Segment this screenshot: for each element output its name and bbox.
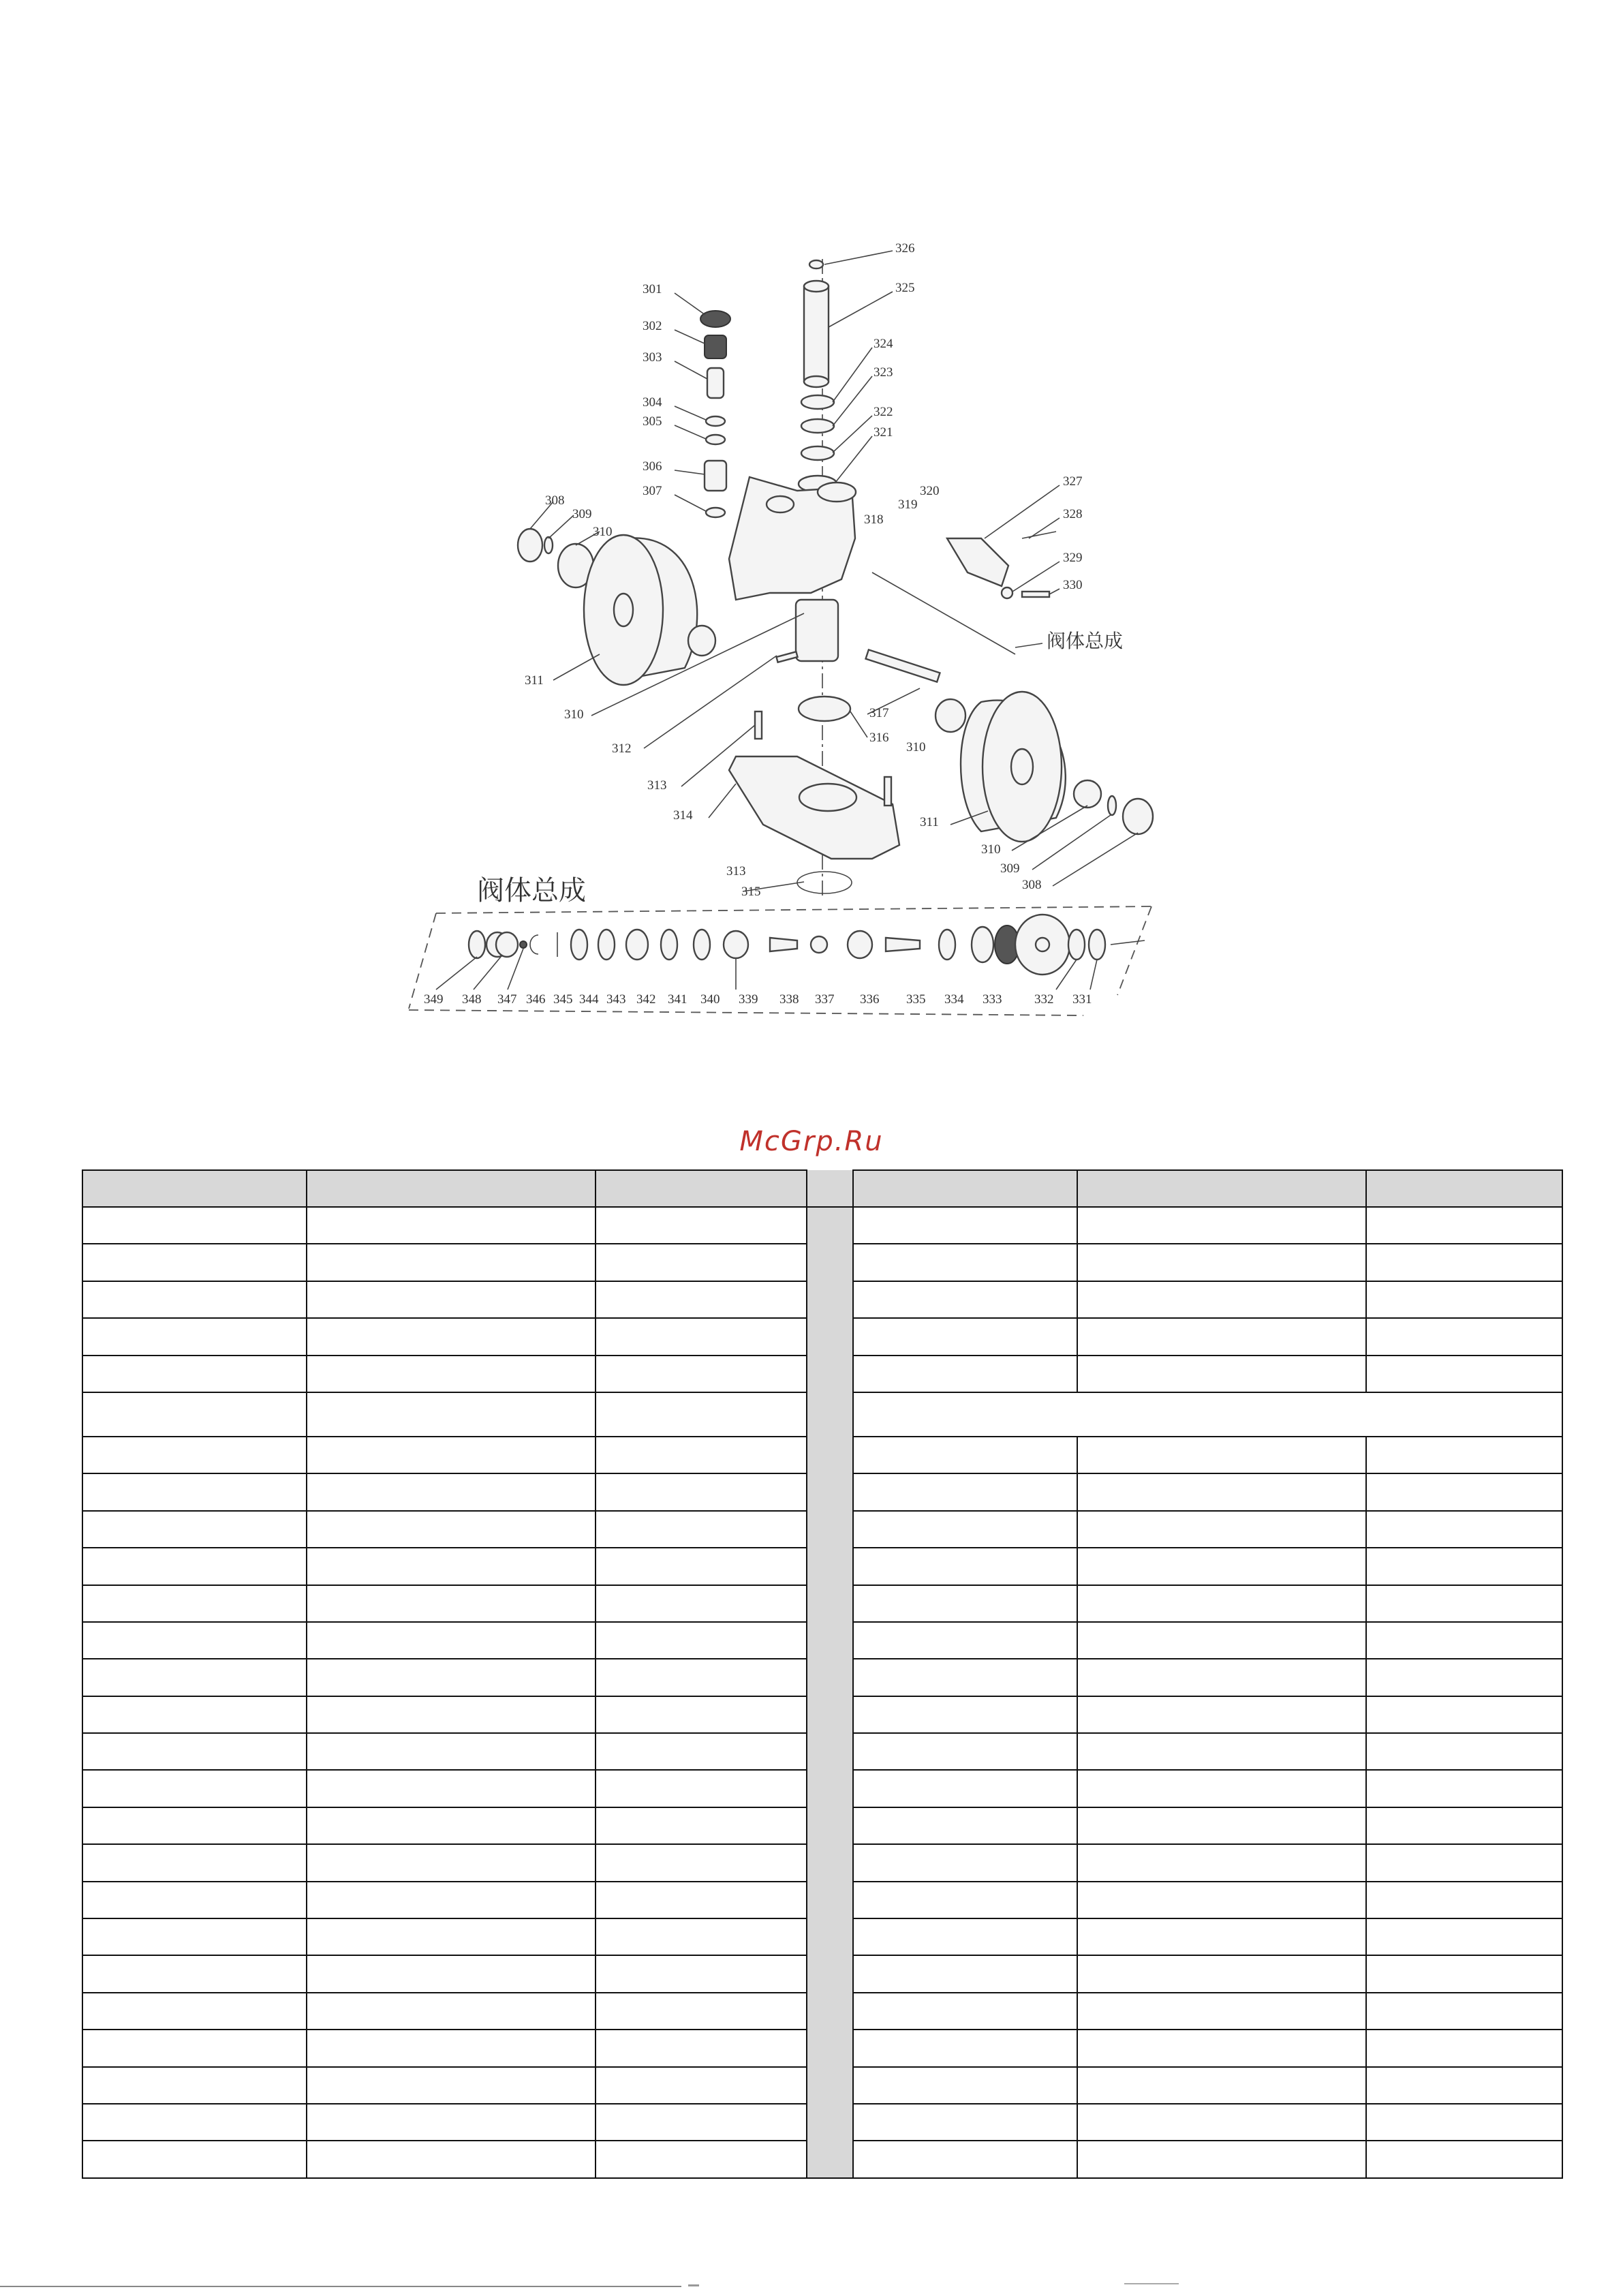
table-cell xyxy=(82,2067,307,2104)
table-cell xyxy=(853,1993,1077,2030)
table-cell xyxy=(82,1955,307,1992)
table-cell xyxy=(82,1437,307,1473)
section-band xyxy=(853,1392,1562,1437)
callout-348: 348 xyxy=(462,992,482,1007)
table-cell xyxy=(1366,1993,1562,2030)
callout-329: 329 xyxy=(1063,551,1083,565)
table-cell xyxy=(1366,1807,1562,1844)
table-cell xyxy=(1366,1548,1562,1585)
table-cell xyxy=(853,1548,1077,1585)
table-cell xyxy=(596,1622,807,1659)
table-cell xyxy=(307,1955,596,1992)
table-cell xyxy=(307,1882,596,1918)
table-cell xyxy=(307,1770,596,1807)
table-cell xyxy=(853,2067,1077,2104)
table-cell xyxy=(596,1511,807,1548)
table-cell xyxy=(307,1281,596,1318)
table-cell xyxy=(1366,1473,1562,1510)
header-cell xyxy=(82,1170,307,1207)
callout-345: 345 xyxy=(553,992,573,1007)
callout-309: 309 xyxy=(572,507,592,521)
callout-305: 305 xyxy=(643,414,662,429)
table-cell xyxy=(596,1993,807,2030)
callout-315: 315 xyxy=(741,885,761,899)
table-cell xyxy=(82,1281,307,1318)
table-cell xyxy=(1077,1807,1366,1844)
callout-349: 349 xyxy=(424,992,444,1007)
table-cell xyxy=(82,1807,307,1844)
piston-rod-part xyxy=(804,260,829,387)
callout-308b: 308 xyxy=(1022,878,1042,892)
table-cell xyxy=(853,2141,1077,2177)
table-cell xyxy=(82,1473,307,1510)
table-cell xyxy=(853,1318,1077,1355)
table-cell xyxy=(82,1844,307,1881)
table-cell xyxy=(1366,1918,1562,1955)
table-cell xyxy=(853,1585,1077,1622)
table-cell xyxy=(1366,1696,1562,1733)
table-cell xyxy=(1366,1844,1562,1881)
table-cell xyxy=(1366,2104,1562,2141)
callout-333: 333 xyxy=(983,992,1002,1007)
table-cell xyxy=(1366,1511,1562,1548)
table-cell xyxy=(82,1585,307,1622)
valve-callout-labels xyxy=(424,949,1097,1007)
table-cell xyxy=(853,1437,1077,1473)
table-cell xyxy=(596,1807,807,1844)
table-cell xyxy=(307,1585,596,1622)
table-cell xyxy=(82,1244,307,1281)
table-cell xyxy=(853,1244,1077,1281)
callout-309b: 309 xyxy=(1000,861,1020,876)
table-cell xyxy=(307,1733,596,1770)
callout-327: 327 xyxy=(1063,474,1083,489)
table-cell xyxy=(1077,1955,1366,1992)
callout-346: 346 xyxy=(526,992,546,1007)
footer-mark xyxy=(688,2284,699,2286)
valve-assembly-callout: 阀体总成 xyxy=(1047,630,1124,652)
table-cell xyxy=(1077,1437,1366,1473)
table-cell xyxy=(596,1207,807,1244)
callout-311b: 311 xyxy=(920,815,939,829)
callout-306: 306 xyxy=(643,459,662,474)
table-cell xyxy=(596,1281,807,1318)
callout-311: 311 xyxy=(525,673,544,688)
footer-rule xyxy=(0,2286,681,2287)
table-cell xyxy=(853,1659,1077,1696)
callout-330: 330 xyxy=(1063,578,1083,592)
table-cell xyxy=(1366,1281,1562,1318)
table-cell xyxy=(1366,1244,1562,1281)
table-cell xyxy=(596,1770,807,1807)
table-cell xyxy=(82,1207,307,1244)
table-cell xyxy=(1366,1356,1562,1392)
table-cell xyxy=(1366,2141,1562,2177)
table-cell xyxy=(596,2141,807,2177)
table-cell xyxy=(596,1244,807,1281)
table-cell xyxy=(1077,2104,1366,2141)
callout-316: 316 xyxy=(869,731,889,745)
callout-344: 344 xyxy=(579,992,599,1007)
table-cell xyxy=(853,1622,1077,1659)
table-cell xyxy=(1077,1844,1366,1881)
callout-314: 314 xyxy=(673,808,693,823)
table-cell xyxy=(82,1511,307,1548)
callout-342: 342 xyxy=(636,992,656,1007)
table-cell xyxy=(1366,2067,1562,2104)
callout-336: 336 xyxy=(860,992,880,1007)
table-cell xyxy=(1077,1882,1366,1918)
pump-body-part xyxy=(729,477,856,661)
table-cell xyxy=(307,1392,596,1437)
table-cell xyxy=(596,1659,807,1696)
table-cell xyxy=(307,1318,596,1355)
table-cell xyxy=(1077,1318,1366,1355)
table-cell xyxy=(1366,1622,1562,1659)
table-cell xyxy=(307,2104,596,2141)
table-cell xyxy=(853,1207,1077,1244)
table-cell xyxy=(853,1882,1077,1918)
table-cell xyxy=(82,1993,307,2030)
table-cell xyxy=(596,1392,807,1437)
table-cell xyxy=(1077,1770,1366,1807)
table-cell xyxy=(1077,1659,1366,1696)
callout-304: 304 xyxy=(643,395,662,410)
callout-347: 347 xyxy=(497,992,517,1007)
table-cell xyxy=(82,1882,307,1918)
table-cell xyxy=(307,1622,596,1659)
table-cell xyxy=(307,1437,596,1473)
table-cell xyxy=(853,1918,1077,1955)
callout-335: 335 xyxy=(906,992,926,1007)
table-cell xyxy=(1366,1318,1562,1355)
valve-rod-part xyxy=(866,572,1015,682)
callout-312: 312 xyxy=(612,741,632,756)
table-cell xyxy=(596,2030,807,2066)
callout-319: 319 xyxy=(898,498,918,512)
callout-310c: 310 xyxy=(906,740,926,754)
table-cell xyxy=(307,1918,596,1955)
table-cell xyxy=(1366,1659,1562,1696)
table-cell xyxy=(1077,2067,1366,2104)
table-cell xyxy=(307,1356,596,1392)
table-cell xyxy=(82,1696,307,1733)
table-cell xyxy=(1077,1585,1366,1622)
callout-310b: 310 xyxy=(564,707,584,722)
table-cell xyxy=(1077,2141,1366,2177)
table-cell xyxy=(1366,1733,1562,1770)
table-cell xyxy=(1077,2030,1366,2066)
callout-332: 332 xyxy=(1034,992,1054,1007)
table-cell xyxy=(1077,1281,1366,1318)
table-cell xyxy=(307,1244,596,1281)
table-cell xyxy=(82,1318,307,1355)
table-cell xyxy=(853,1733,1077,1770)
table-cell xyxy=(596,1585,807,1622)
watermark: McGrp.Ru xyxy=(739,1126,884,1157)
table-cell xyxy=(596,1696,807,1733)
table-cell xyxy=(1077,1696,1366,1733)
table-cell xyxy=(307,1548,596,1585)
table-cell xyxy=(82,1622,307,1659)
table-cell xyxy=(596,1437,807,1473)
table-cell xyxy=(596,1955,807,1992)
callout-322: 322 xyxy=(874,405,893,419)
table-cell xyxy=(307,1844,596,1881)
table-cell xyxy=(307,1207,596,1244)
callout-310d: 310 xyxy=(981,842,1001,857)
table-cell xyxy=(853,1511,1077,1548)
callout-331: 331 xyxy=(1072,992,1092,1007)
callout-343: 343 xyxy=(606,992,626,1007)
table-cell xyxy=(596,1548,807,1585)
table-cell xyxy=(1077,1473,1366,1510)
table-header-row xyxy=(82,1170,1562,1207)
table-row xyxy=(82,1207,1562,1244)
valve-assembly-title: 阀体总成 xyxy=(477,875,586,906)
release-valve-stack-part xyxy=(700,311,730,517)
left-wheel-part xyxy=(518,529,715,685)
table-cell xyxy=(82,1659,307,1696)
callout-318: 318 xyxy=(864,512,884,527)
header-cell xyxy=(596,1170,807,1207)
table-cell xyxy=(1077,1244,1366,1281)
table-cell xyxy=(1077,1511,1366,1548)
table-cell xyxy=(82,1548,307,1585)
table-cell xyxy=(596,1733,807,1770)
callout-325: 325 xyxy=(895,281,915,295)
table-cell xyxy=(596,1318,807,1355)
callout-308: 308 xyxy=(545,493,565,508)
callout-310: 310 xyxy=(593,525,613,539)
lower-frame-part xyxy=(729,652,899,893)
callout-317: 317 xyxy=(869,706,889,720)
table-cell xyxy=(1077,1918,1366,1955)
table-cell xyxy=(1077,1207,1366,1244)
table-cell xyxy=(596,1918,807,1955)
callout-313: 313 xyxy=(647,778,667,793)
callout-334: 334 xyxy=(944,992,964,1007)
table-cell xyxy=(596,2104,807,2141)
footer-mark xyxy=(1124,2283,1179,2284)
table-cell xyxy=(853,1473,1077,1510)
header-cell xyxy=(853,1170,1077,1207)
callout-341: 341 xyxy=(668,992,687,1007)
header-gap xyxy=(807,1170,853,1207)
handle-bracket-part xyxy=(947,532,1056,598)
seal-rings-part xyxy=(799,395,837,492)
callout-320: 320 xyxy=(920,484,940,498)
table-cell xyxy=(82,1918,307,1955)
table-cell xyxy=(596,1473,807,1510)
table-cell xyxy=(853,1807,1077,1844)
table-cell xyxy=(82,1356,307,1392)
table-cell xyxy=(853,1281,1077,1318)
callout-324: 324 xyxy=(874,337,893,351)
header-cell xyxy=(307,1170,596,1207)
header-cell xyxy=(1077,1170,1366,1207)
table-cell xyxy=(1366,1585,1562,1622)
callout-338: 338 xyxy=(779,992,799,1007)
table-cell xyxy=(853,1955,1077,1992)
table-cell xyxy=(596,2067,807,2104)
table-cell xyxy=(1366,1882,1562,1918)
table-cell xyxy=(1077,1548,1366,1585)
table-cell xyxy=(1077,1622,1366,1659)
table-cell xyxy=(82,2104,307,2141)
table-cell xyxy=(307,1659,596,1696)
right-wheel-part xyxy=(936,692,1153,842)
table-cell xyxy=(853,2030,1077,2066)
table-cell xyxy=(596,1356,807,1392)
table-cell xyxy=(853,1770,1077,1807)
callout-303: 303 xyxy=(643,350,662,365)
table-cell xyxy=(596,1844,807,1881)
table-cell xyxy=(853,1356,1077,1392)
table-cell xyxy=(307,2030,596,2066)
table-cell xyxy=(82,1392,307,1437)
table-cell xyxy=(82,1733,307,1770)
table-cell xyxy=(307,1511,596,1548)
callout-301: 301 xyxy=(643,282,662,296)
table-cell xyxy=(82,2030,307,2066)
table-cell xyxy=(82,1770,307,1807)
table-cell xyxy=(1366,1770,1562,1807)
table-gap-column xyxy=(807,1207,853,2178)
callout-302: 302 xyxy=(643,319,662,333)
table-cell xyxy=(82,2141,307,2177)
table-cell xyxy=(1077,1356,1366,1392)
table-cell xyxy=(307,1993,596,2030)
callout-307: 307 xyxy=(643,484,662,498)
parts-list-table xyxy=(82,1169,1563,2179)
table-cell xyxy=(853,2104,1077,2141)
table-cell xyxy=(853,1844,1077,1881)
callout-326: 326 xyxy=(895,241,915,256)
table-cell xyxy=(307,2141,596,2177)
callout-328: 328 xyxy=(1063,507,1083,521)
exploded-parts-diagram xyxy=(0,0,1623,1063)
table-cell xyxy=(853,1696,1077,1733)
table-cell xyxy=(307,1807,596,1844)
table-cell xyxy=(1366,2030,1562,2066)
table-cell xyxy=(1366,1437,1562,1473)
callout-340: 340 xyxy=(700,992,720,1007)
callout-339: 339 xyxy=(739,992,758,1007)
callout-337: 337 xyxy=(815,992,835,1007)
callout-321: 321 xyxy=(874,425,893,440)
table-cell xyxy=(1077,1733,1366,1770)
table-cell xyxy=(1077,1993,1366,2030)
callout-323: 323 xyxy=(874,365,893,380)
table-cell xyxy=(596,1882,807,1918)
table-cell xyxy=(1366,1955,1562,1992)
table-cell xyxy=(307,1473,596,1510)
table-cell xyxy=(307,1696,596,1733)
callout-313b: 313 xyxy=(726,864,746,878)
table-cell xyxy=(307,2067,596,2104)
table-cell xyxy=(1366,1207,1562,1244)
header-cell xyxy=(1366,1170,1562,1207)
